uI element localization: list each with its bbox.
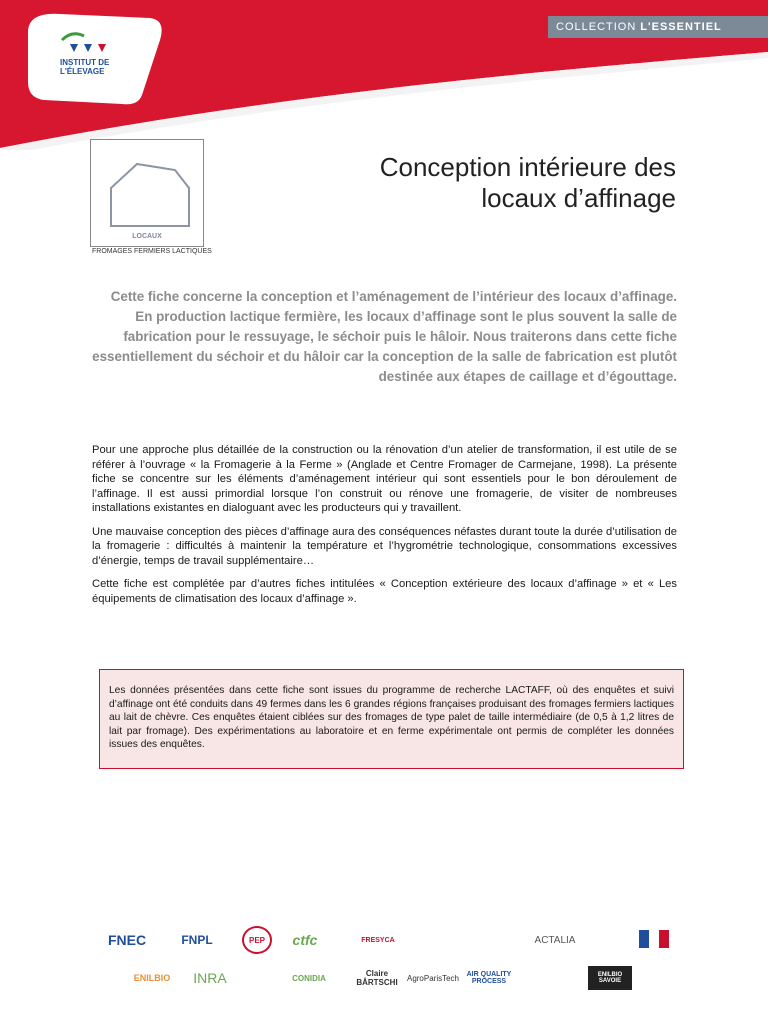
partner-logo-fnec: FNEC [107,932,147,948]
logo-text: INSTITUT DE L'ÉLEVAGE [60,58,110,76]
partner-logo-enilbio: ENILBIO [133,973,171,983]
body-paragraph-1: Pour une approche plus détaillée de la construction ou la rénovation d’un atelier de transformation, il est utile de se référer à l’ouvrage « la Fromagerie à la Ferme » (Anglade et Centre Fromager de Carmejane, 1998). La présente fiche se concentre sur les éléments d’aménagement intérieur qui sont essentiels pour le bon déroulement de l’affinage. Il est aussi primordial lorsque l’on construit ou rénove une fromagerie, de visiter de nombreuses installations existantes en dialoguant avec les producteurs qui y travaillent. [92,444,677,514]
page-title [380,152,676,214]
partner-logo-pep: PEP [242,926,272,954]
category-box [90,139,204,247]
partner-logo-fresyca: FRESYCA [361,936,395,944]
collection-name: L'ESSENTIEL [640,21,722,33]
partner-logo-actalia: ACTALIA [534,934,576,946]
collection-badge [548,16,768,38]
category-label: LOCAUX [132,233,162,240]
category-caption: FROMAGES FERMIERS LACTIQUES [92,248,212,255]
collection-prefix: COLLECTION [556,21,637,33]
body-paragraph-3: Cette fiche est complétée par d’autres fiches intitulées « Conception extérieure des locaux d’affinage » et « Les équipements de climatisation des locaux d’affinage ». [92,578,677,605]
research-note-box: Les données présentées dans cette fiche sont issues du programme de recherche LACTAFF, où des enquêtes et suivi d’affinage ont été conduits dans 49 fermes dans les 6 grandes régions françaises produisant des fromages fermiers lactiques au lait de chèvre. Ces enquêtes étaient ciblées sur des fromages de type palet de taille intermédiaire (de 0,5 à 1,2 litres de lait par fromage). Des expérimentations au laboratoire et en ferme expérimentale ont permis de compléter les données issues des enquêtes. [99,669,684,769]
body-paragraph-2: Une mauvaise conception des pièces d’affinage aura des conséquences néfastes durant toute la durée d’utilisation de la fromagerie : difficultés à maintenir la température et l’hygrométrie technologique, consommations excessives d’énergie, temps de travail supplémentaire… [92,525,677,567]
partner-logo-agroparistech: AgroParisTech [406,973,460,983]
partner-logo-conidia: CONIDIA [292,973,326,983]
partner-logo-ctfc: ctfc [292,932,318,948]
body-text [92,443,677,615]
partner-logo-fnpl: FNPL [181,933,213,947]
french-flag-icon [639,930,669,948]
partner-logos [96,922,676,994]
partner-logo-republique [632,922,676,956]
partner-logo-air-quality: AIR QUALITY PROCESS [466,971,512,985]
title-line-1: Conception intérieure des [379,152,676,182]
partner-logo-claire-bartschi: Claire BÂRTSCHI [356,969,398,987]
partner-logo-enilbio-savoie: ENILBIO SAVOIE [588,966,632,990]
house-outline-icon [91,140,203,246]
partner-logo-inra: INRA [193,970,227,986]
intro-paragraph: Cette fiche concerne la conception et l’aménagement de l’intérieur des locaux d’affinage. En production lactique fermière, les locaux d’affinage sont le plus souvent la salle de fabrication pour le ressuyage, le séchoir puis le hâloir. Nous traiterons dans cette fiche essentiellement du séchoir et du hâloir car la conception de la salle de fabrication est plutôt destinée aux étapes de caillage et d’égouttage. [92,289,677,384]
title-line-2: locaux d’affinage [481,183,676,213]
